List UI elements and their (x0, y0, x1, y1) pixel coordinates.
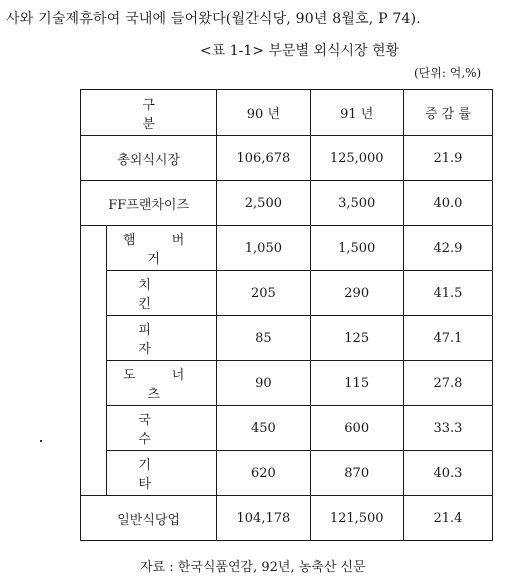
intro-text: 사와 기술제휴하여 국내에 들어왔다(월간식당, 90년 8월호, P 74). (6, 11, 421, 27)
change-rate: 27.8 (403, 361, 492, 406)
value-1990: 106,678 (217, 136, 310, 181)
header-change-rate: 증 감 률 (403, 90, 492, 136)
value-1990: 2,500 (217, 181, 310, 226)
table-row (81, 136, 493, 181)
change-rate: 21.9 (403, 136, 492, 181)
value-1991: 1,500 (310, 226, 403, 271)
table-row (81, 226, 493, 271)
table-row (81, 361, 493, 406)
row-label: 국 수 (107, 406, 217, 451)
change-rate: 41.5 (403, 271, 492, 316)
value-1991: 870 (310, 451, 403, 496)
row-label: 총외식시장 (81, 136, 217, 181)
source-note: 자료 : 한국식품연감, 92년, 농축산 신문 (140, 560, 366, 575)
value-1991: 121,500 (310, 496, 403, 541)
value-1991: 115 (310, 361, 403, 406)
header-1990: 90 년 (217, 90, 310, 136)
unit-note: (단위: 억,%) (414, 66, 482, 80)
subcategory-indent (81, 226, 107, 496)
change-rate: 40.3 (403, 451, 492, 496)
change-rate: 33.3 (403, 406, 492, 451)
row-label: 일반식당업 (81, 496, 217, 541)
table-row (81, 271, 493, 316)
header-1991: 91 년 (310, 90, 403, 136)
change-rate: 47.1 (403, 316, 492, 361)
value-1990: 450 (217, 406, 310, 451)
row-label: 치 킨 (107, 271, 217, 316)
value-1990: 104,178 (217, 496, 310, 541)
row-label: 피 자 (107, 316, 217, 361)
table-header-row (81, 90, 493, 136)
value-1990: 1,050 (217, 226, 310, 271)
scan-speck (40, 440, 42, 442)
value-1991: 3,500 (310, 181, 403, 226)
table-row (81, 181, 493, 226)
value-1991: 125 (310, 316, 403, 361)
change-rate: 42.9 (403, 226, 492, 271)
value-1991: 125,000 (310, 136, 403, 181)
market-status-table (80, 89, 493, 541)
row-label: 도 너 츠 (107, 361, 217, 406)
value-1990: 620 (217, 451, 310, 496)
value-1990: 85 (217, 316, 310, 361)
value-1991: 290 (310, 271, 403, 316)
table-row (81, 316, 493, 361)
change-rate: 40.0 (403, 181, 492, 226)
value-1990: 90 (217, 361, 310, 406)
change-rate: 21.4 (403, 496, 492, 541)
row-label: 햄 버 거 (107, 226, 217, 271)
table-title: <표 1-1> 부문별 외식시장 현황 (200, 43, 400, 59)
value-1991: 600 (310, 406, 403, 451)
table-row (81, 496, 493, 541)
value-1990: 205 (217, 271, 310, 316)
table-row (81, 406, 493, 451)
header-category: 구 분 (81, 90, 217, 136)
row-label: FF프랜차이즈 (81, 181, 217, 226)
row-label: 기 타 (107, 451, 217, 496)
table-row (81, 451, 493, 496)
